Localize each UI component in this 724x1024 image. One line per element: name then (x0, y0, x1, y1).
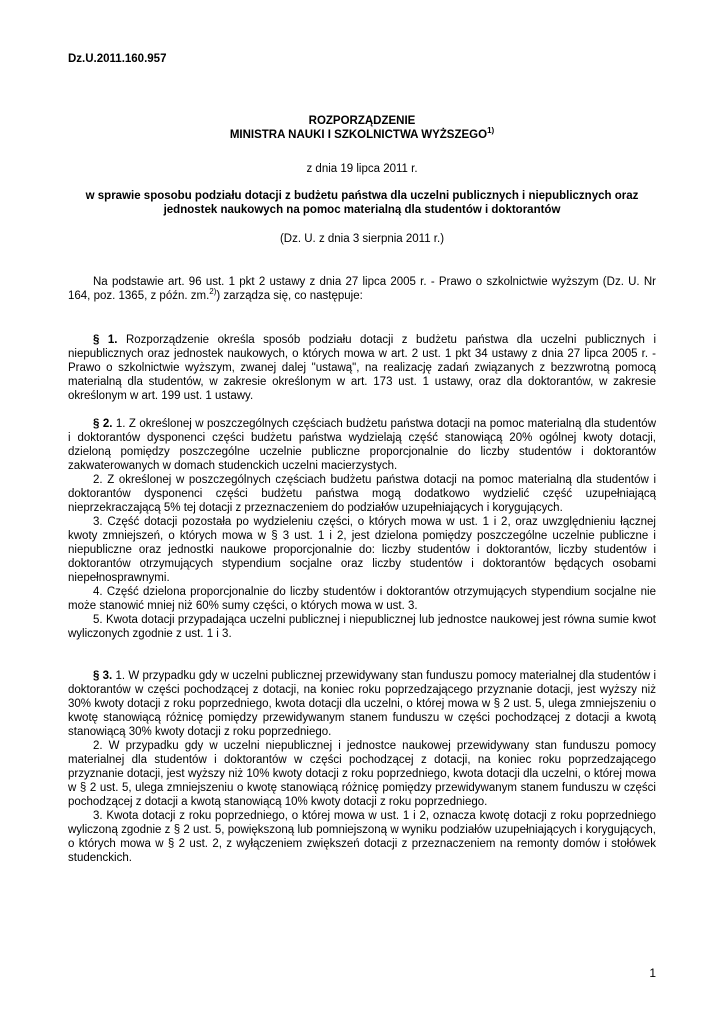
section-3-paragraph-1 (68, 669, 656, 739)
section-1-paragraph (68, 333, 656, 403)
section-1 (68, 333, 656, 403)
document-subject: w sprawie sposobu podziału dotacji z budżetu państwa dla uczelni publicznych i niepublicznych oraz jednostek naukowych na pomoc materialną dla studentów i doktorantów (85, 190, 639, 216)
section-text: 1. W przypadku gdy w uczelni publicznej przewidywany stan funduszu pomocy materialnej dla studentów i doktorantów w części pochodzącej z dotacji, na koniec roku poprzedzającego przyznanie dotacji, jest wyższy niż 30% kwoty dotacji z roku poprzedniego, kwota dotacji dla uczelni, o której mowa w § 2 ust. 5, ulega zmniejszeniu o kwotę stanowiącą różnicę pomiędzy przewidywanym stanem funduszu w części pochodzącej z dotacji a kwotą stanowiącą 30% kwoty dotacji z roku poprzedniego. (68, 670, 656, 738)
section-2-paragraph-2: 2. Z określonej w poszczególnych częściach budżetu państwa dotacji na pomoc materialną dla studentów i doktorantów dysponenci części budżetu państwa mogą dodatkowo wydzielić część uzupełniającą nieprzekraczającą 5% tej dotacji z przeznaczeniem do podziałów uzupełniających i korygujących. (68, 474, 656, 514)
footnote-marker: 1) (487, 126, 495, 136)
section-2-paragraph-4: 4. Część dzielona proporcjonalnie do liczby studentów i doktorantów otrzymujących stypendium socjalne nie może stanowić mniej niż 60% sumy części, o których mowa w ust. 3. (68, 586, 656, 612)
document-date: z dnia 19 lipca 2011 r. (306, 163, 418, 175)
journal-reference: Dz.U.2011.160.957 (68, 53, 167, 65)
document-page (68, 0, 656, 1024)
preamble (68, 275, 656, 303)
preamble-end: ) zarządza się, co następuje: (216, 290, 363, 302)
section-3-paragraph-3: 3. Kwota dotacji z roku poprzedniego, o której mowa w ust. 1 i 2, oznacza kwotę dotacji z roku poprzedniego wyliczoną zgodnie z § 2 ust. 5, powiększoną lub pomniejszoną w wyniku podziałów uzupełniających i korygujących, o których mowa w § 2 ust. 2, z wyłączeniem zwiększeń dotacji z przeznaczeniem na remonty domów i stołówek studenckich. (68, 810, 656, 864)
section-3 (68, 669, 656, 865)
section-label: § 2. (93, 418, 113, 430)
document-issuer (68, 126, 656, 141)
section-2-paragraph-5: 5. Kwota dotacji przypadająca uczelni publicznej i niepublicznej lub jednostce naukowej jest równa sumie kwot wyliczonych zgodnie z ust. 1 i 3. (68, 614, 656, 640)
section-2 (68, 417, 656, 641)
document-title: ROZPORZĄDZENIE (308, 115, 416, 127)
preamble-text: Na podstawie art. 96 ust. 1 pkt 2 ustawy z dnia 27 lipca 2005 r. - Prawo o szkolnictwie wyższym (Dz. U. Nr 164, poz. 1365, z późn. zm. (68, 276, 656, 302)
section-2-paragraph-3: 3. Część dotacji pozostała po wydzieleniu części, o których mowa w ust. 1 i 2, oraz uwzględnieniu łącznej kwoty zmniejszeń, o których mowa w § 3 ust. 1 i 2, jest dzielona pomiędzy poszczególne uczelnie publiczne i niepubliczne oraz jednostki naukowe proporcjonalnie do: liczby studentów i doktorantów, liczby studentów i doktorantów otrzymujących stypendium socjalne oraz liczby studentów i doktorantów będących osobami niepełnosprawnymi. (68, 516, 656, 584)
issuer-text: MINISTRA NAUKI I SZKOLNICTWA WYŻSZEGO (229, 129, 488, 141)
section-text: Rozporządzenie określa sposób podziału dotacji z budżetu państwa dla uczelni publicznych i niepublicznych oraz jednostek naukowych, o których mowa w art. 2 ust. 1 pkt 34 ustawy z dnia 27 lipca 2005 r. - Prawo o szkolnictwie wyższym, zwanej dalej "ustawą", na realizację zadań związanych z bezzwrotną pomocą materialną dla studentów, w zakresie określonym w art. 173 ust. 1 ustawy, oraz dla doktorantów, w zakresie określonym w art. 199 ust. 1 ustawy. (68, 334, 656, 402)
section-text: 1. Z określonej w poszczególnych częściach budżetu państwa dotacji na pomoc materialną dla studentów i doktorantów dysponenci części budżetu państwa wydzielają część stanowiącą 20% ogólnej kwoty dotacji, dzieloną pomiędzy poszczególne uczelnie publiczne proporcjonalnie do liczby studentów i doktorantów zakwaterowanych w domach studenckich uczelni macierzystych. (68, 418, 656, 472)
section-2-paragraph-1 (68, 417, 656, 473)
publication-note: (Dz. U. z dnia 3 sierpnia 2011 r.) (279, 233, 445, 245)
page-number: 1 (649, 966, 656, 980)
section-label: § 3. (93, 670, 113, 682)
section-3-paragraph-2: 2. W przypadku gdy w uczelni niepublicznej i jednostce naukowej przewidywany stan funduszu pomocy materialnej dla studentów i doktorantów w części pochodzącej z dotacji, na koniec roku poprzedzającego przyznanie dotacji, jest wyższy niż 10% kwoty dotacji z roku poprzedniego, kwota dotacji dla uczelni, o której mowa w § 2 ust. 5, ulega zmniejszeniu o kwotę stanowiącą różnicę pomiędzy przewidywanym stanem funduszu w części pochodzącej z dotacji a kwotą stanowiącą 10% kwoty dotacji z roku poprzedniego. (68, 740, 656, 808)
section-label: § 1. (93, 334, 118, 346)
preamble-paragraph (68, 275, 656, 303)
footnote-marker: 2) (209, 287, 217, 297)
